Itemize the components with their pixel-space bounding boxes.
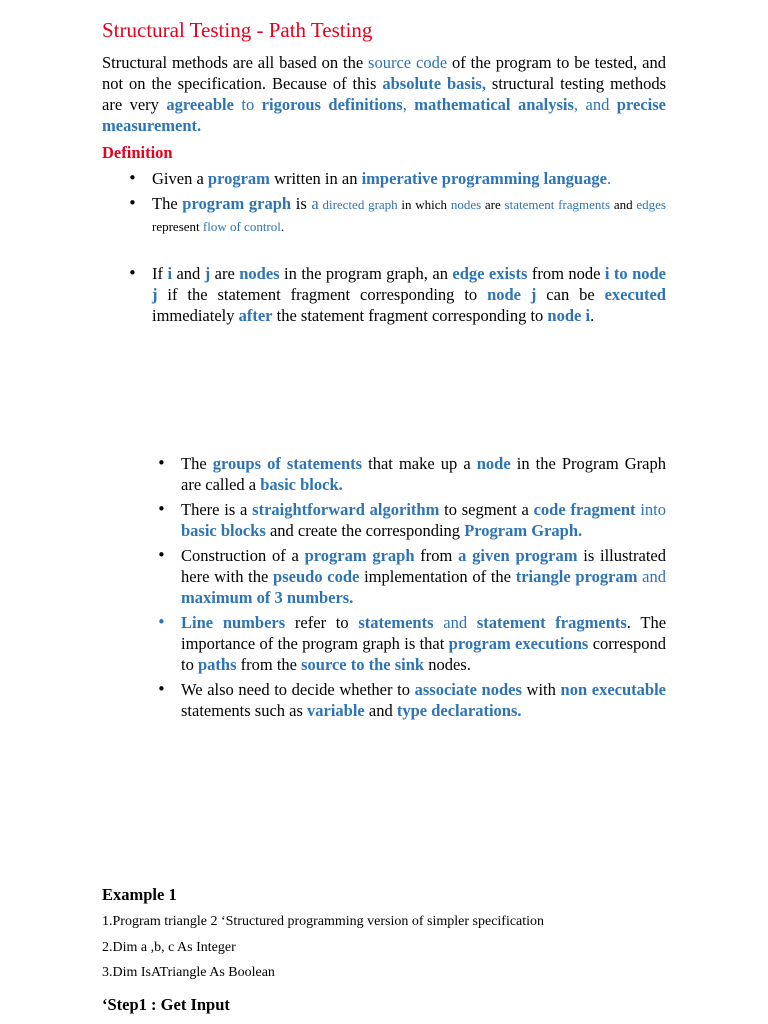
step-heading: ‘Step1 : Get Input [102,995,230,1014]
intro-keyword: absolute basis, [382,74,486,93]
item-text: can be [536,285,605,304]
item-keyword: program graph [182,194,292,213]
item-text: The [152,194,183,213]
program-graph-list [157,453,666,725]
item-text: and [433,613,477,632]
item-keyword: flow of control [202,219,281,234]
item-text: from node [527,264,605,283]
intro-keyword: source code [368,53,448,72]
item-text: written in an [269,169,362,188]
item-keyword: a [311,194,319,213]
item-text: represent [152,219,203,234]
item-text: is illustrated here with the [181,546,666,586]
item-text: correspond to [181,634,667,674]
item-keyword: program graph [304,546,415,565]
item-text: from the [236,655,302,674]
intro-text: structural testing methods are very [102,74,667,114]
item-keyword: nodes [450,197,482,212]
item-keyword: node j [487,285,537,304]
item-text: Construction of a [181,546,305,565]
code-line: 2.Dim a ,b, c As Integer [102,940,236,955]
item-keyword: program executions [448,634,589,653]
item-text: refer to [285,613,359,632]
item-keyword: statement fragments [476,613,627,632]
item-text: implementation of the [359,567,516,586]
item-keyword: edge exists [452,264,528,283]
item-keyword: groups of statements [212,454,363,473]
intro-keyword: mathematical analysis [414,95,574,114]
item-text: the statement fragment corresponding to [272,306,548,325]
item-text: are [210,264,240,283]
item-keyword: node i [547,306,591,325]
item-text: We also need to decide whether to [181,680,415,699]
code-line: 1.Program triangle 2 ‘Structured programming version of simpler specification [102,914,545,929]
item-keyword: i [167,264,173,283]
definition-list [128,168,666,326]
intro-text: , and [573,95,617,114]
item-keyword: j [204,264,211,283]
item-keyword: triangle program [515,567,638,586]
item-text: that make up a [362,454,477,473]
item-text: are [481,197,505,212]
definition-heading: Definition [102,143,173,162]
item-text: The [181,454,213,473]
example-heading: Example 1 [102,885,177,904]
item-text: is [291,194,312,213]
item-keyword: non executable [560,680,666,699]
item-text: and [610,197,637,212]
list-item [128,168,666,189]
intro-text: Structural methods are all based on the [102,53,369,72]
item-text: and [637,567,666,586]
item-text: if the statement fragment corresponding to [157,285,488,304]
intro-text: of the program to be tested, and not on the specification. Because of this [102,53,666,93]
item-text: from [414,546,459,565]
list-item [157,545,666,608]
list-item [157,453,666,495]
item-text: If [152,264,168,283]
item-keyword: type declarations. [396,701,522,720]
item-text: into [635,500,666,519]
item-text: . The importance of the program graph is that [181,613,667,653]
item-keyword: paths [197,655,237,674]
page-title: Structural Testing - Path Testing [102,18,373,42]
item-text: . [280,219,285,234]
item-keyword: executed [604,285,666,304]
item-text: Given a [152,169,208,188]
item-text: in the program graph, an [279,264,453,283]
item-keyword: statement fragments [504,197,611,212]
item-keyword: a given program [458,546,578,565]
intro-paragraph [102,52,666,136]
intro-keyword: rigorous definitions [261,95,403,114]
item-text: . [590,306,595,325]
item-keyword: node [476,454,511,473]
item-keyword: maximum of 3 numbers. [181,588,354,607]
code-line: 3.Dim IsATriangle As Boolean [102,965,275,980]
item-keyword: variable [307,701,365,720]
item-text: immediately [152,306,239,325]
item-text: There is a [181,500,253,519]
item-keyword: straightforward algorithm [252,500,440,519]
list-item [157,612,666,675]
item-text: and create the corresponding [265,521,465,540]
intro-keyword: agreeable [166,95,234,114]
intro-keyword: precise measurement. [102,95,666,135]
item-keyword: Program Graph. [464,521,583,540]
item-keyword: basic block. [260,475,343,494]
item-keyword: pseudo code [273,567,360,586]
item-keyword: imperative programming language [361,169,607,188]
item-keyword: basic blocks [181,521,266,540]
item-text: to segment a [439,500,534,519]
intro-text: to [233,95,262,114]
list-item [157,499,666,541]
item-keyword: directed graph [318,197,398,212]
item-keyword: source to the sink [301,655,425,674]
item-keyword: nodes [239,264,280,283]
list-item [128,263,666,326]
item-keyword: Line numbers [181,613,286,632]
item-keyword: program [207,169,270,188]
list-item [157,679,666,721]
item-keyword: associate nodes [414,680,522,699]
item-keyword: i to node j [152,264,667,304]
item-text: and [364,701,397,720]
item-keyword: statements [358,613,434,632]
item-keyword: code fragment [533,500,636,519]
item-text: . [606,169,612,188]
item-keyword: edges [636,197,666,212]
item-text: with [521,680,561,699]
item-text: nodes. [424,655,471,674]
intro-text: , [402,95,415,114]
item-text: in which [397,197,451,212]
item-keyword: after [238,306,273,325]
item-text: statements such as [181,701,308,720]
list-item [128,193,666,237]
item-text: and [172,264,205,283]
item-text: in the Program Graph are called a [181,454,667,494]
